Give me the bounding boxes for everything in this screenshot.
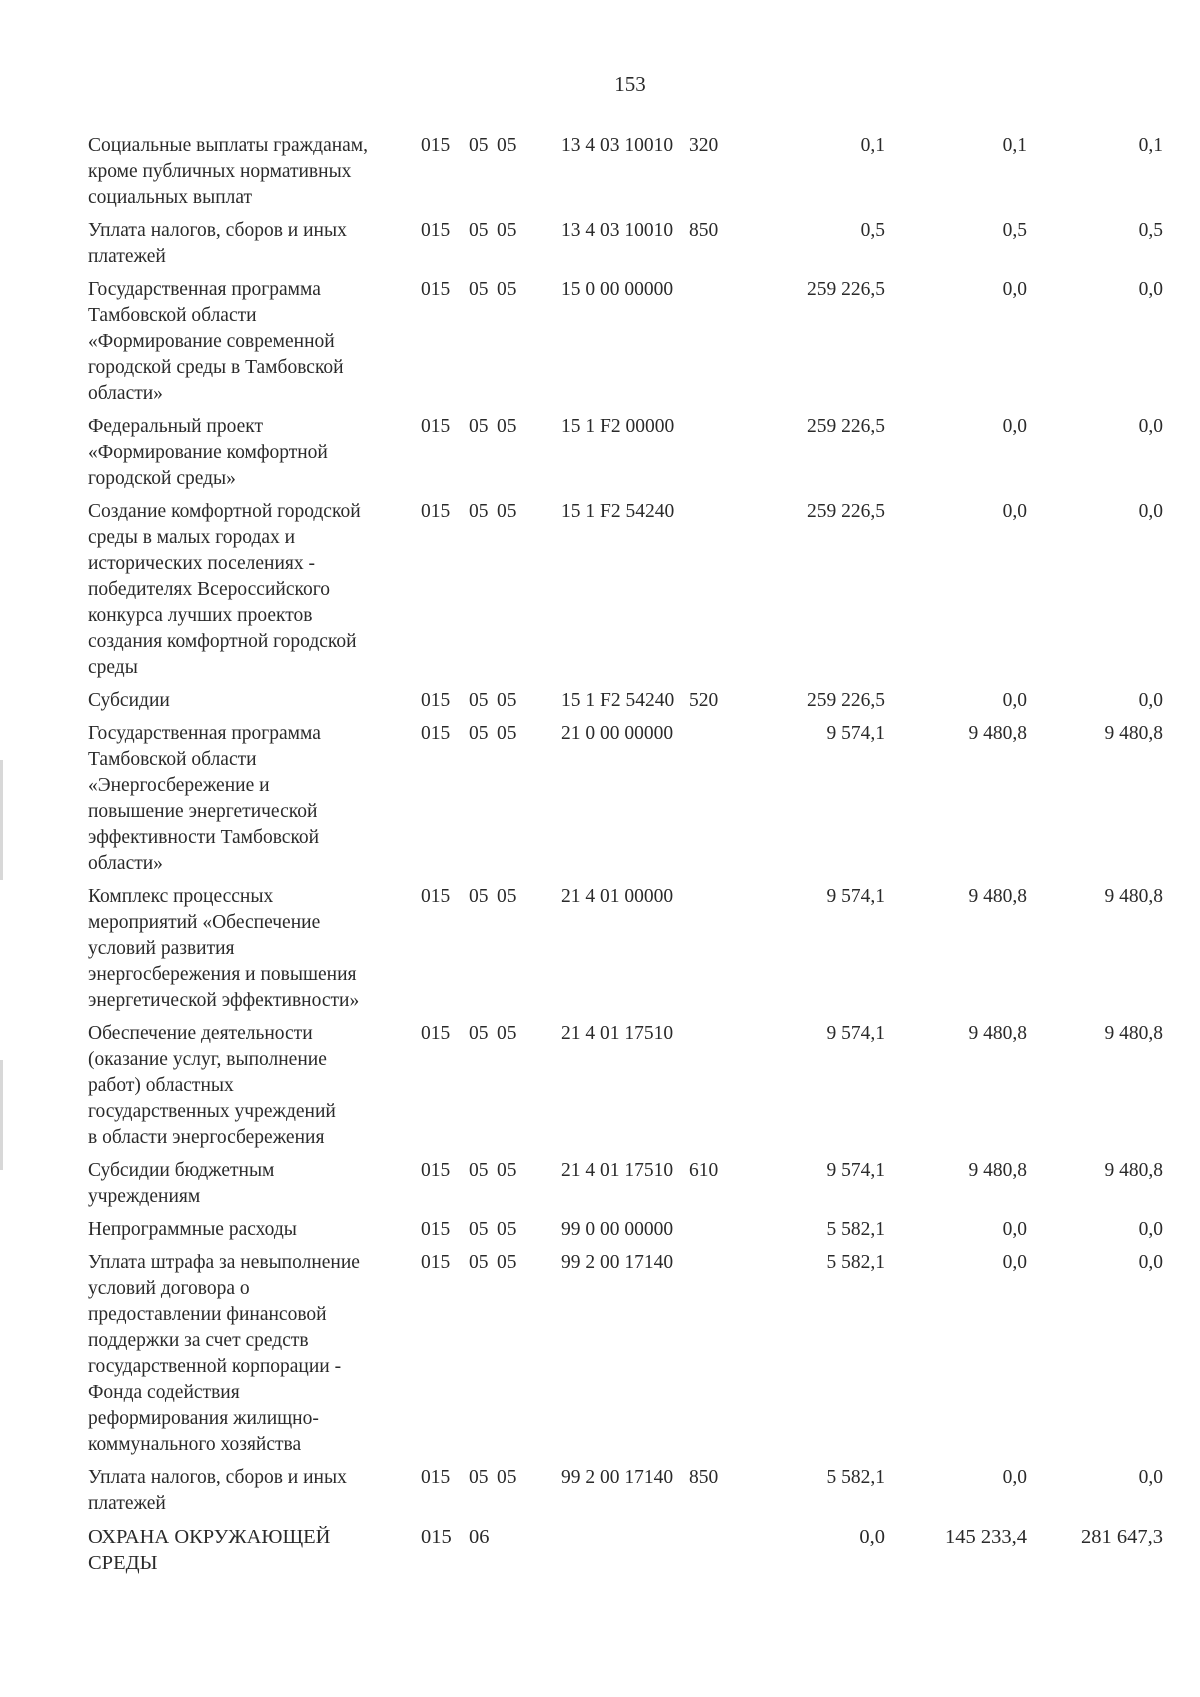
row-name-line: условий договора о <box>88 1278 250 1299</box>
row-name-line: «Формирование комфортной <box>88 442 328 463</box>
cell-grbs: 015 <box>421 1526 452 1548</box>
row-name-line: предоставлении финансовой <box>88 1304 327 1325</box>
cell-amount-3: 0,0 <box>1138 501 1163 522</box>
row-name-line: реформирования жилищно- <box>88 1408 319 1429</box>
cell-amount-2: 0,5 <box>1002 220 1027 241</box>
cell-target-article: 15 0 00 00000 <box>561 279 674 300</box>
cell-section: 05 <box>469 1467 489 1488</box>
budget-table <box>88 133 1163 1583</box>
cell-amount-1: 259 226,5 <box>807 690 885 711</box>
row-name-line: повышение энергетической <box>88 801 318 822</box>
cell-subsection: 05 <box>497 723 517 744</box>
table-row <box>88 1021 1163 1151</box>
cell-section: 05 <box>469 279 489 300</box>
cell-amount-2: 9 480,8 <box>968 886 1027 907</box>
cell-amount-2: 0,0 <box>1002 279 1027 300</box>
row-name-line: Тамбовской области <box>88 749 257 770</box>
cell-grbs: 015 <box>421 886 451 907</box>
cell-amount-3: 9 480,8 <box>1104 723 1163 744</box>
row-name-line: Государственная программа <box>88 723 321 744</box>
cell-amount-2: 9 480,8 <box>968 723 1027 744</box>
row-name-line: Федеральный проект <box>88 416 263 437</box>
row-name <box>88 218 421 270</box>
cell-amount-3: 9 480,8 <box>1104 886 1163 907</box>
cell-section: 05 <box>469 886 489 907</box>
row-name-line: коммунального хозяйства <box>88 1434 302 1455</box>
cell-subsection: 05 <box>497 416 517 437</box>
cell-subsection: 05 <box>497 501 517 522</box>
cell-grbs: 015 <box>421 1023 451 1044</box>
row-name <box>88 133 421 211</box>
cell-target-article: 99 2 00 17140 <box>561 1467 674 1488</box>
table-row <box>88 277 1163 407</box>
cell-section: 05 <box>469 1219 489 1240</box>
cell-grbs: 015 <box>421 416 451 437</box>
cell-grbs: 015 <box>421 1252 451 1273</box>
cell-section: 05 <box>469 1252 489 1273</box>
cell-amount-2: 9 480,8 <box>968 1023 1027 1044</box>
row-name <box>88 1158 421 1210</box>
page-number: 153 <box>614 72 646 96</box>
cell-amount-1: 259 226,5 <box>807 501 885 522</box>
cell-target-article: 99 0 00 00000 <box>561 1219 674 1240</box>
row-name <box>88 1250 421 1458</box>
cell-amount-3: 0,0 <box>1138 279 1163 300</box>
cell-target-article: 21 4 01 17510 <box>561 1160 674 1181</box>
cell-amount-2: 0,1 <box>1002 135 1027 156</box>
row-name <box>88 1217 421 1243</box>
row-name-line: государственных учреждений <box>88 1101 336 1122</box>
cell-amount-1: 9 574,1 <box>826 886 885 907</box>
cell-target-article: 15 1 F2 54240 <box>561 501 675 522</box>
row-name-line: Непрограммные расходы <box>88 1219 297 1240</box>
cell-section: 05 <box>469 135 489 156</box>
table-row <box>88 1465 1163 1517</box>
row-name <box>88 414 421 492</box>
cell-amount-1: 0,5 <box>860 220 885 241</box>
cell-section: 06 <box>469 1526 490 1548</box>
row-name-line: Тамбовской области <box>88 305 257 326</box>
cell-subsection: 05 <box>497 279 517 300</box>
cell-target-article: 99 2 00 17140 <box>561 1252 674 1273</box>
row-name-line: «Энергосбережение и <box>88 775 270 796</box>
row-name-line: эффективности Тамбовской <box>88 827 320 848</box>
row-name <box>88 499 421 681</box>
cell-expense-type: 850 <box>689 220 719 241</box>
row-name-line: среды в малых городах и <box>88 527 296 548</box>
table-row <box>88 721 1163 877</box>
cell-subsection: 05 <box>497 1252 517 1273</box>
row-name-line: ОХРАНА ОКРУЖАЮЩЕЙ <box>88 1526 331 1548</box>
cell-amount-1: 0,1 <box>860 135 885 156</box>
cell-target-article: 15 1 F2 00000 <box>561 416 675 437</box>
table-row <box>88 1250 1163 1458</box>
cell-amount-3: 0,0 <box>1138 1219 1163 1240</box>
cell-amount-1: 5 582,1 <box>826 1219 885 1240</box>
row-name-line: исторических поселениях - <box>88 553 315 574</box>
cell-amount-2: 0,0 <box>1002 690 1027 711</box>
row-name-line: среды <box>88 657 138 678</box>
row-name-line: Уплата штрафа за невыполнение <box>88 1252 360 1273</box>
row-name-line: Создание комфортной городской <box>88 501 361 522</box>
cell-amount-3: 281 647,3 <box>1081 1526 1163 1548</box>
cell-subsection: 05 <box>497 1023 517 1044</box>
cell-expense-type: 850 <box>689 1467 719 1488</box>
row-name-line: (оказание услуг, выполнение <box>88 1049 327 1070</box>
cell-amount-3: 0,0 <box>1138 416 1163 437</box>
cell-subsection: 05 <box>497 1219 517 1240</box>
cell-grbs: 015 <box>421 723 451 744</box>
row-name-line: социальных выплат <box>88 187 253 208</box>
cell-section: 05 <box>469 416 489 437</box>
row-name-line: работ) областных <box>88 1075 234 1096</box>
cell-amount-1: 259 226,5 <box>807 416 885 437</box>
row-name-line: кроме публичных нормативных <box>88 161 352 182</box>
row-name-line: Государственная программа <box>88 279 321 300</box>
row-name-line: области» <box>88 383 163 404</box>
row-name-line: Обеспечение деятельности <box>88 1023 313 1044</box>
row-name-line: Фонда содействия <box>88 1382 240 1403</box>
cell-amount-2: 0,0 <box>1002 501 1027 522</box>
cell-amount-2: 0,0 <box>1002 1219 1027 1240</box>
cell-amount-3: 0,0 <box>1138 1467 1163 1488</box>
row-name-line: поддержки за счет средств <box>88 1330 309 1351</box>
row-name-line: создания комфортной городской <box>88 631 357 652</box>
row-name-line: платежей <box>88 246 166 267</box>
cell-amount-2: 0,0 <box>1002 1467 1027 1488</box>
cell-section: 05 <box>469 220 489 241</box>
row-name <box>88 1021 421 1151</box>
row-name-line: «Формирование современной <box>88 331 335 352</box>
cell-target-article: 15 1 F2 54240 <box>561 690 675 711</box>
cell-section: 05 <box>469 1160 489 1181</box>
cell-amount-1: 5 582,1 <box>826 1467 885 1488</box>
table-row <box>88 688 1163 714</box>
table-row <box>88 884 1163 1014</box>
table-row <box>88 414 1163 492</box>
row-name-line: Субсидии бюджетным <box>88 1160 275 1181</box>
row-name-line: городской среды в Тамбовской <box>88 357 344 378</box>
cell-section: 05 <box>469 501 489 522</box>
row-name-line: Уплата налогов, сборов и иных <box>88 1467 347 1488</box>
row-name-line: энергетической эффективности» <box>88 990 360 1011</box>
table-row <box>88 133 1163 211</box>
row-name-line: государственной корпорации - <box>88 1356 342 1377</box>
row-name-line: СРЕДЫ <box>88 1552 158 1574</box>
cell-amount-2: 145 233,4 <box>945 1526 1027 1548</box>
row-name-line: области» <box>88 853 163 874</box>
row-name-line: Социальные выплаты гражданам, <box>88 135 369 156</box>
table-row <box>88 499 1163 681</box>
cell-grbs: 015 <box>421 1160 451 1181</box>
cell-amount-2: 9 480,8 <box>968 1160 1027 1181</box>
row-name <box>88 721 421 877</box>
row-name-line: городской среды» <box>88 468 236 489</box>
cell-amount-3: 9 480,8 <box>1104 1023 1163 1044</box>
row-name-line: учреждениям <box>88 1186 201 1207</box>
cell-target-article: 13 4 03 10010 <box>561 220 674 241</box>
row-name <box>88 277 421 407</box>
cell-amount-3: 0,0 <box>1138 690 1163 711</box>
cell-target-article: 21 4 01 00000 <box>561 886 674 907</box>
cell-section: 05 <box>469 1023 489 1044</box>
cell-grbs: 015 <box>421 220 451 241</box>
cell-grbs: 015 <box>421 1467 451 1488</box>
scan-edge-mark <box>0 1060 3 1170</box>
cell-amount-1: 5 582,1 <box>826 1252 885 1273</box>
cell-grbs: 015 <box>421 690 451 711</box>
row-name-line: Уплата налогов, сборов и иных <box>88 220 347 241</box>
cell-grbs: 015 <box>421 135 451 156</box>
cell-subsection: 05 <box>497 1160 517 1181</box>
cell-amount-1: 9 574,1 <box>826 1160 885 1181</box>
cell-subsection: 05 <box>497 886 517 907</box>
cell-amount-1: 9 574,1 <box>826 1023 885 1044</box>
cell-amount-1: 259 226,5 <box>807 279 885 300</box>
cell-expense-type: 320 <box>689 135 719 156</box>
row-name-line: в области энергосбережения <box>88 1127 325 1148</box>
cell-subsection: 05 <box>497 690 517 711</box>
cell-subsection: 05 <box>497 1467 517 1488</box>
row-name-line: мероприятий «Обеспечение <box>88 912 321 933</box>
cell-grbs: 015 <box>421 279 451 300</box>
row-name-line: победителях Всероссийского <box>88 579 330 600</box>
row-name-line: Комплекс процессных <box>88 886 274 907</box>
cell-section: 05 <box>469 690 489 711</box>
row-name <box>88 1524 421 1576</box>
table-row <box>88 1217 1163 1243</box>
row-name <box>88 688 421 714</box>
cell-amount-2: 0,0 <box>1002 1252 1027 1273</box>
cell-target-article: 13 4 03 10010 <box>561 135 674 156</box>
row-name-line: платежей <box>88 1493 166 1514</box>
row-name-line: условий развития <box>88 938 235 959</box>
cell-subsection: 05 <box>497 220 517 241</box>
cell-expense-type: 610 <box>689 1160 719 1181</box>
row-name-line: энергосбережения и повышения <box>88 964 357 985</box>
cell-amount-3: 0,1 <box>1138 135 1163 156</box>
cell-amount-3: 0,0 <box>1138 1252 1163 1273</box>
cell-amount-2: 0,0 <box>1002 416 1027 437</box>
row-name-line: конкурса лучших проектов <box>88 605 313 626</box>
cell-section: 05 <box>469 723 489 744</box>
cell-amount-1: 0,0 <box>859 1526 885 1548</box>
row-name-line: Субсидии <box>88 690 170 711</box>
cell-amount-3: 9 480,8 <box>1104 1160 1163 1181</box>
cell-amount-1: 9 574,1 <box>826 723 885 744</box>
table-row <box>88 218 1163 270</box>
cell-subsection: 05 <box>497 135 517 156</box>
table-row <box>88 1158 1163 1210</box>
cell-expense-type: 520 <box>689 690 719 711</box>
cell-grbs: 015 <box>421 501 451 522</box>
row-name <box>88 884 421 1014</box>
table-row <box>88 1524 1163 1576</box>
cell-amount-3: 0,5 <box>1138 220 1163 241</box>
cell-target-article: 21 0 00 00000 <box>561 723 674 744</box>
cell-target-article: 21 4 01 17510 <box>561 1023 674 1044</box>
scan-edge-mark <box>0 760 3 880</box>
cell-grbs: 015 <box>421 1219 451 1240</box>
row-name <box>88 1465 421 1517</box>
